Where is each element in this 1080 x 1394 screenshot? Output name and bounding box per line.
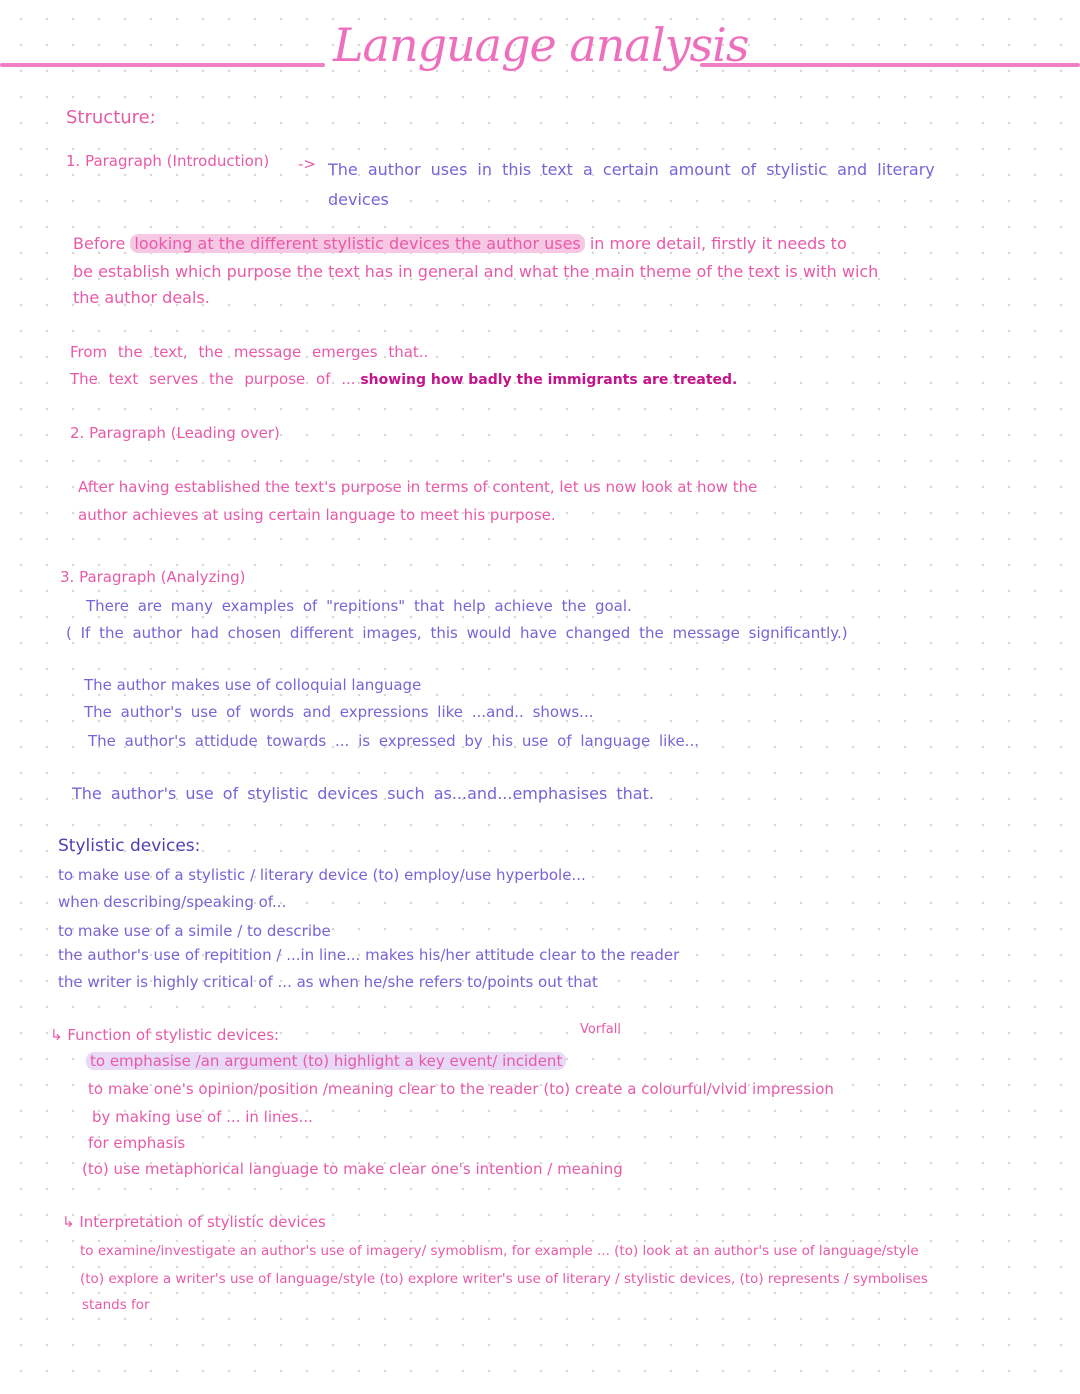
- intro-line-2: be establish which purpose the text has in general and what the main theme of the text is with wich: [73, 262, 879, 281]
- leading-line-2: author achieves at using certain language to meet his purpose.: [78, 506, 556, 524]
- leading-line-1: After having established the text's purpose in terms of content, let us now look at how the: [78, 478, 758, 496]
- paragraph1-text-cont: devices: [328, 190, 389, 209]
- stylistic-item-4: the author's use of repitition / ...in line... makes his/her attitude clear to the reader: [58, 946, 680, 964]
- stylistic-item-1: to make use of a stylistic / literary device (to) employ/use hyperbole...: [58, 866, 586, 884]
- purpose-line: [70, 370, 737, 388]
- paragraph1-label: 1. Paragraph (Introduction): [66, 152, 270, 170]
- function-heading-text: Function of stylistic devices:: [67, 1026, 280, 1044]
- analysis-line-4: The author's use of words and expressions like ...and.. shows...: [84, 703, 594, 721]
- paragraph3-label: 3. Paragraph (Analyzing): [60, 568, 246, 586]
- analysis-line-3: The author makes use of colloquial language: [84, 676, 422, 694]
- return-arrow-icon-2: ↳: [62, 1213, 80, 1231]
- message-line: From the text, the message emerges that..: [70, 343, 429, 361]
- interpretation-line-3: stands for: [82, 1297, 150, 1313]
- analysis-line-1: There are many examples of "repitions" that help achieve the goal.: [86, 597, 632, 615]
- stylistic-item-2: when describing/speaking of...: [58, 893, 287, 911]
- interpretation-line-1: to examine/investigate an author's use of imagery/ symoblism, for example ... (to) look at an author's use of language/style: [80, 1243, 919, 1259]
- interpretation-heading-text: Interpretation of stylistic devices: [79, 1213, 326, 1231]
- function-item-4: for emphasis: [88, 1134, 186, 1152]
- stylistic-item-3: to make use of a simile / to describe: [58, 922, 331, 940]
- stylistic-heading: Stylistic devices:: [58, 836, 201, 856]
- interpretation-line-2: (to) explore a writer's use of language/style (to) explore writer's use of literary / stylistic devices, (to) represents / symbolises: [80, 1271, 928, 1287]
- intro-line-1: [73, 234, 847, 253]
- interpretation-heading: [62, 1213, 326, 1231]
- return-arrow-icon: ↳: [50, 1026, 68, 1044]
- function-item-1: [86, 1052, 566, 1070]
- analysis-line-2: ( If the author had chosen different images, this would have changed the message significantly.): [66, 624, 848, 642]
- intro-before: Before: [73, 234, 126, 253]
- analysis-line-5: The author's attidude towards ... is expressed by his use of language like...: [88, 732, 699, 750]
- title-rule-right: [700, 63, 1080, 67]
- paragraph2-label: 2. Paragraph (Leading over): [70, 424, 280, 442]
- purpose-prefix: The text serves the purpose of ...: [70, 370, 356, 388]
- stylistic-item-5: the writer is highly critical of ... as when he/she refers to/points out that: [58, 973, 598, 991]
- intro-after: in more detail, firstly it needs to: [589, 234, 847, 253]
- function-item-3: by making use of ... in lines...: [92, 1108, 313, 1126]
- intro-highlight: looking at the different stylistic devices the author uses: [130, 234, 584, 253]
- function-item-2: to make one's opinion/position /meaning clear to the reader (to) create a colourful/vivid impression: [88, 1080, 834, 1098]
- analysis-line-6: The author's use of stylistic devices such as...and...emphasises that.: [72, 784, 654, 803]
- arrow-icon: ->: [298, 155, 316, 173]
- paragraph1-text: The author uses in this text a certain amount of stylistic and literary: [328, 160, 935, 179]
- function-item-5: (to) use metaphorical language to make clear one's intention / meaning: [82, 1160, 623, 1178]
- function-note: Vorfall: [580, 1022, 621, 1037]
- intro-line-3: the author deals.: [73, 288, 210, 307]
- function-item-1-highlight: to emphasise /an argument (to) highlight a key event/ incident: [86, 1052, 566, 1070]
- function-heading: [50, 1026, 279, 1044]
- purpose-example: showing how badly the immigrants are treated.: [360, 372, 738, 388]
- title-rule-left: [0, 63, 325, 67]
- structure-heading: Structure:: [66, 107, 156, 128]
- page-title: Language analysis: [333, 18, 749, 72]
